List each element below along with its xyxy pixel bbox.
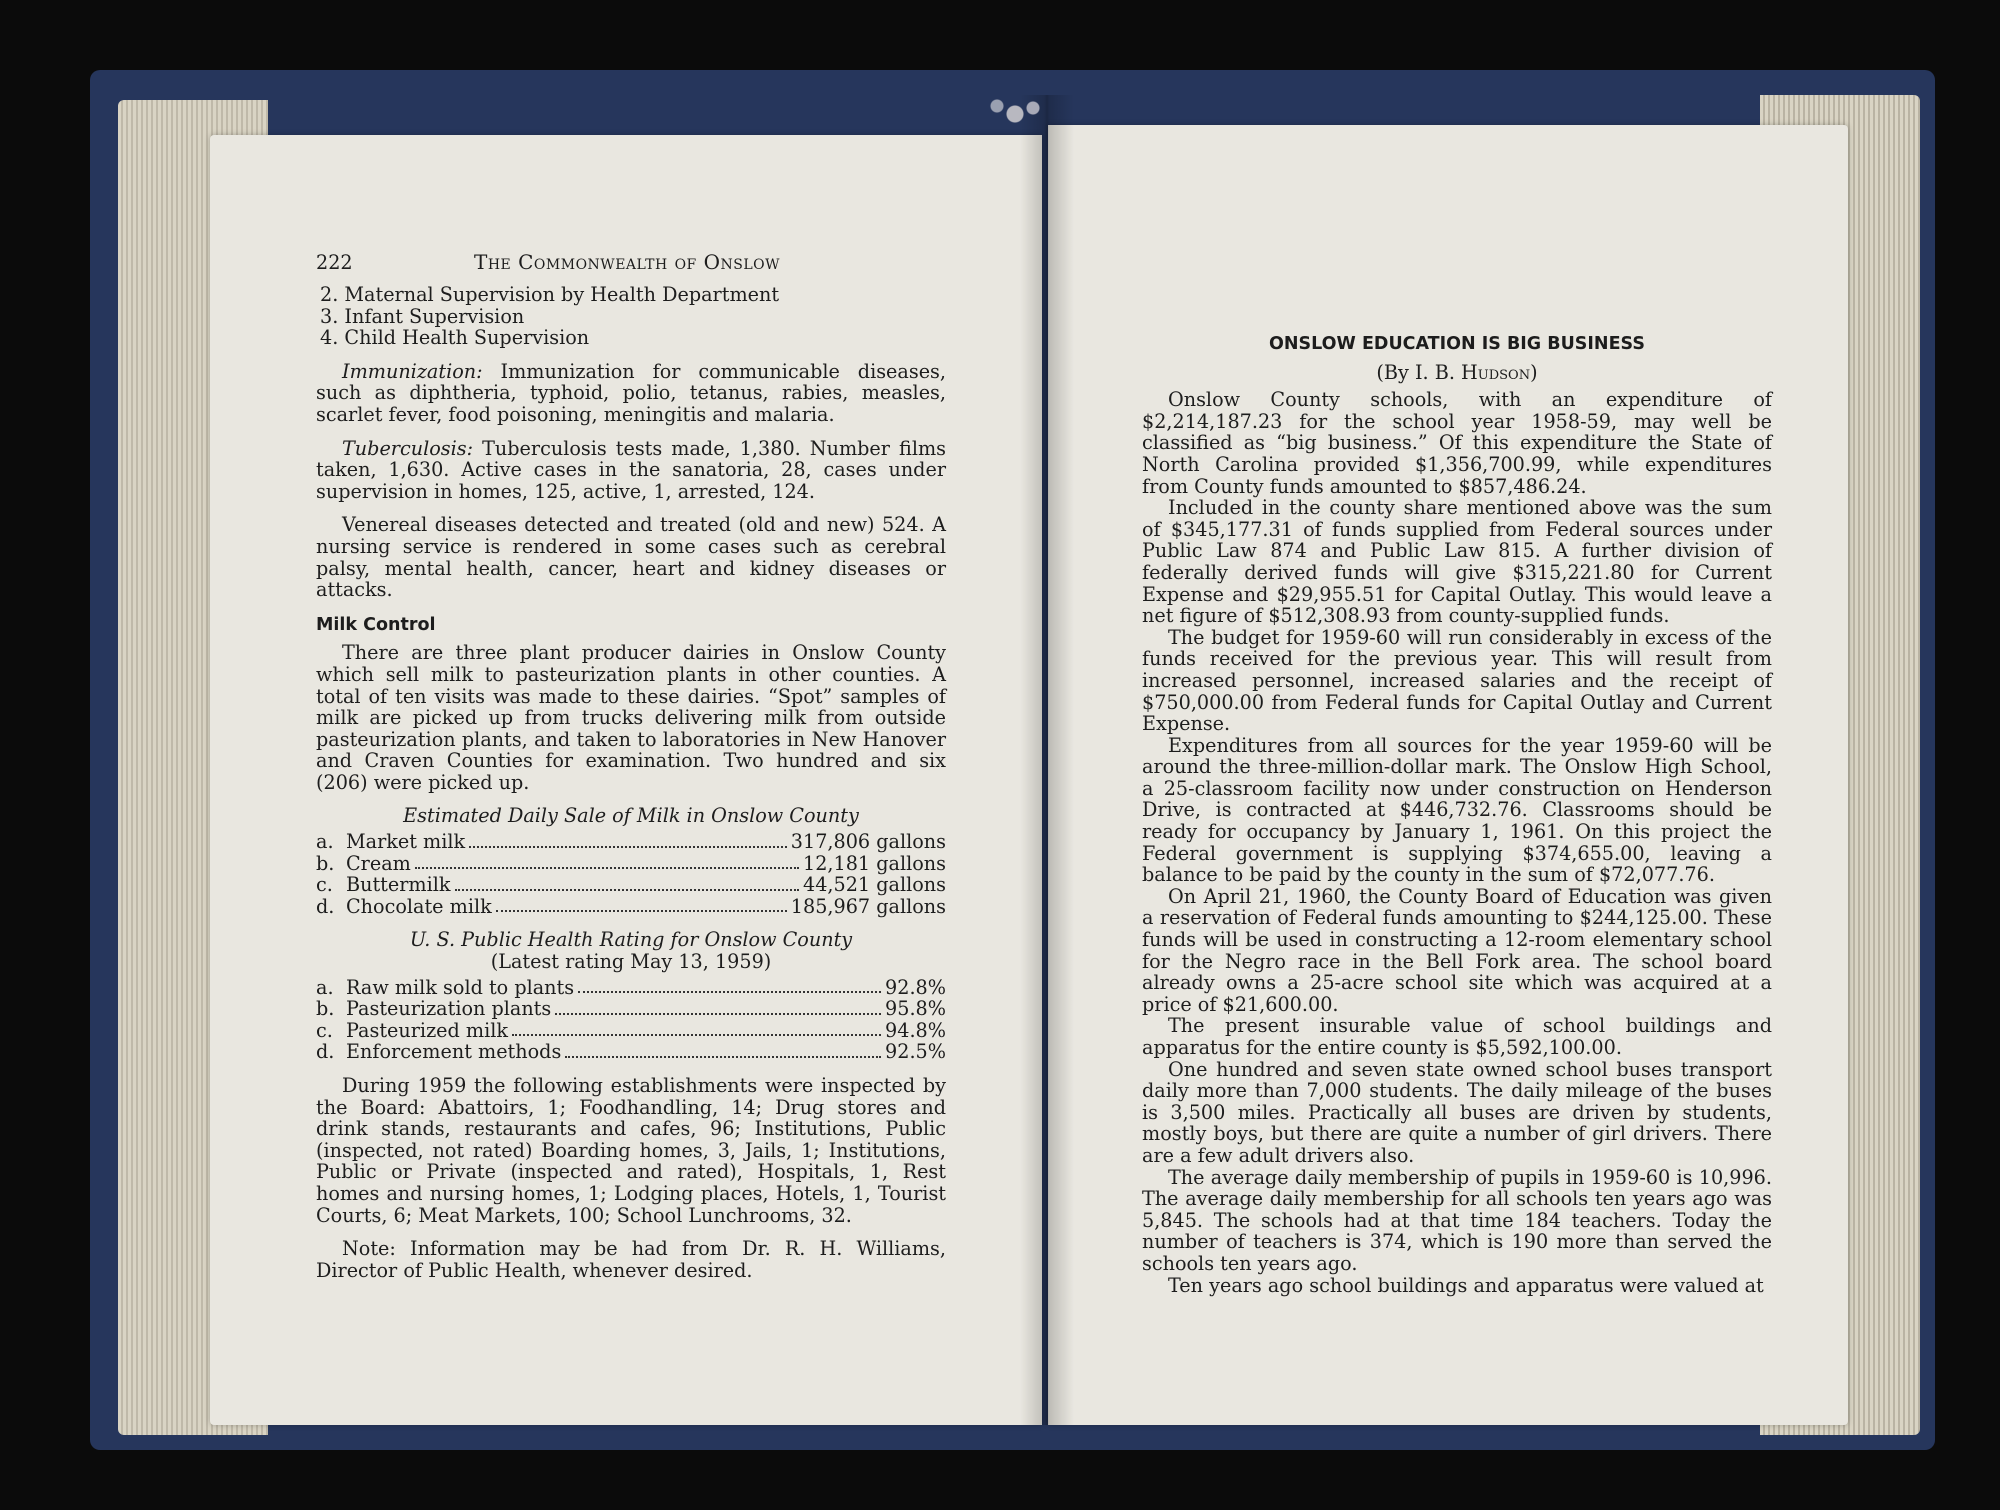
venereal-paragraph: Venereal diseases detected and treated (old and new) 524. A nursing service is rendered in some cases such as cerebral palsy, mental health, cancer, heart and kidney diseases or attacks. [316,513,946,602]
row-letter: d. [316,1040,335,1064]
list-item: 4. Child Health Supervision [320,326,590,350]
leader-dots [455,889,799,891]
list-item: 2. Maternal Supervision by Health Department [320,283,780,306]
row-label: Cream [346,851,411,875]
article-title: ONSLOW EDUCATION IS BIG BUSINESS [1269,334,1645,354]
immunization-label: Immunization: [342,359,483,383]
table-row [316,998,946,1020]
left-running-head [316,250,946,284]
article-paragraph: On April 21, 1960, the County Board of Education was given a reservation of Federal funds amounting to $244,125.00. These funds will be used in constructing a 12-room elementary school for the Negro race in the Bell Fork area. The school board already owns a 25-acre school site which was acquired at a price of $21,600.00. [1142,884,1772,1016]
row-value: 95.8% [885,997,946,1021]
binding-thread [970,90,1060,130]
article-paragraph: The average daily membership of pupils in 1959-60 is 10,996. The average daily membership for all schools ten years ago was 5,845. The schools had at that time 184 teachers. Today the number of teachers is 374, which is 190 more than served the schools ten years ago. [1142,1165,1772,1275]
tuberculosis-label: Tuberculosis: [342,436,474,460]
rating-table-title [316,929,946,951]
rating-table-subtitle: (Latest rating May 13, 1959) [490,950,772,974]
tuberculosis-text: Tuberculosis tests made, 1,380. Number films taken, 1,630. Active cases in the sanatoria, 28, cases under supervision in homes, 125, active, 1, arrested, 124. [316,436,946,503]
table-row [316,977,946,999]
row-label: Raw milk sold to plants [346,975,575,999]
row-letter: a. [316,975,334,999]
row-value: 317,806 gallons [790,830,946,854]
row-value: 92.8% [885,975,946,999]
byline-suffix: ) [1530,360,1538,384]
table-row [316,1020,946,1042]
row-value: 94.8% [885,1018,946,1042]
running-title: The Commonwealth of Onslow [474,250,781,274]
milk-paragraph: There are three plant producer dairies in Onslow County which sell milk to pasteurization plants in other counties. A total of ten visits was made to these dairies. “Spot” samples of milk are picked up from trucks delivering milk from outside pasteurization plants, and taken to laboratories in New Hanover and Craven Counties for examination. Two hundred and six (206) were picked up. [316,641,946,794]
tuberculosis-paragraph [316,438,946,503]
sales-table-title [316,805,946,827]
row-letter: c. [316,1018,333,1042]
article-paragraph: The budget for 1959-60 will run considerably in excess of the funds received for the previous year. This will result from increased personnel, increased salaries and the receipt of $750,000.00 from Federal funds for Capital Outlay and Current Expense. [1142,625,1772,736]
row-label: Enforcement methods [346,1040,562,1064]
table-row [316,896,946,918]
article-paragraph: Ten years ago school buildings and apparatus were valued at [1168,1273,1764,1297]
row-letter: d. [316,894,335,918]
immunization-text: Immunization for communicable diseases, such as diphtheria, typhoid, polio, tetanus, rabies, measles, scarlet fever, food poisoning, meningitis and malaria. [316,359,946,426]
article-byline [1142,362,1772,384]
article-paragraph: One hundred and seven state owned school buses transport daily more than 7,000 students. The daily mileage of the buses is 3,500 miles. Practically all buses are driven by students, mostly boys, but there are quite a number of girl drivers. There are a few adult drivers also. [1142,1057,1772,1167]
leader-dots [496,910,787,912]
row-value: 44,521 gallons [803,873,946,897]
supervision-list [316,284,946,349]
leader-dots [578,991,881,993]
page-number: 222 [316,251,353,274]
leader-dots [565,1056,881,1058]
inspection-paragraph: During 1959 the following establishments were inspected by the Board: Abattoirs, 1; Foodhandling, 14; Drug stores and drink stands, restaurants and cafes, 96; Institutions, Public (inspected, not rated) Boarding homes, 3, Jails, 1; Institutions, Public or Private (inspected and rated), Hospitals, 1, Rest homes and nursing homes, 1; Lodging places, Hotels, 1, Tourist Courts, 6; Meat Markets, 100; School Lunchrooms, 32. [316,1074,946,1227]
row-value: 12,181 gallons [803,851,946,875]
row-label: Buttermilk [346,873,451,897]
row-letter: b. [316,997,335,1021]
milk-control-heading: Milk Control [316,614,436,635]
row-value: 92.5% [885,1040,946,1064]
book-gutter [1020,95,1074,1425]
sales-title-text: Estimated Daily Sale of Milk in Onslow County [403,804,859,828]
row-label: Market milk [346,830,466,854]
row-label: Chocolate milk [346,894,492,918]
article-paragraph: Included in the county share mentioned above was the sum of $345,177.31 of funds supplied from Federal sources under Public Law 874 and Public Law 815. A further division of federally derived funds will give $315,221.80 for Current Expense and $29,955.51 for Capital Outlay. This would leave a net figure of $512,308.93 from county-supplied funds. [1142,496,1772,628]
left-page-text [316,250,946,1281]
table-row [316,1041,946,1063]
row-letter: c. [316,873,333,897]
immunization-paragraph [316,361,946,426]
row-letter: b. [316,851,335,875]
milk-sales-table [316,831,946,917]
row-label: Pasteurized milk [346,1018,509,1042]
leader-dots [415,867,799,869]
right-page-text [1142,250,1772,1296]
article-paragraph: The present insurable value of school buildings and apparatus for the entire county is $5,592,100.00. [1142,1014,1772,1059]
leader-dots [512,1034,881,1036]
table-row [316,874,946,896]
health-rating-table [316,977,946,1063]
note-paragraph: Note: Information may be had from Dr. R. H. Williams, Director of Public Health, whenever desired. [316,1237,946,1282]
row-label: Pasteurization plants [346,997,552,1021]
leader-dots [469,846,787,848]
list-item: 3. Infant Supervision [320,304,525,328]
row-value: 185,967 gallons [790,894,946,918]
rating-title-text: U. S. Public Health Rating for Onslow County [409,928,853,952]
leader-dots [555,1013,881,1015]
row-letter: a. [316,830,334,854]
table-row [316,853,946,875]
byline-author: I. B. Hudson [1414,360,1531,384]
article-paragraph: Onslow County schools, with an expenditure of $2,214,187.23 for the school year 1958-59, may well be classified as “big business.” Of this expenditure the State of North Carolina provided $1,356,700.99, while expenditures from County funds amounted to $857,486.24. [1142,388,1772,498]
byline-prefix: (By [1376,360,1415,384]
table-row [316,831,946,853]
article-paragraph: Expenditures from all sources for the year 1959-60 will be around the three-million-dollar mark. The Onslow High School, a 25-classroom facility now under construction on Henderson Drive, is contracted at $446,732.76. Classrooms should be ready for occupancy by January 1, 1961. On this project the Federal government is supplying $374,655.00, leaving a balance to be paid by the county in the sum of $72,077.76. [1142,733,1772,887]
